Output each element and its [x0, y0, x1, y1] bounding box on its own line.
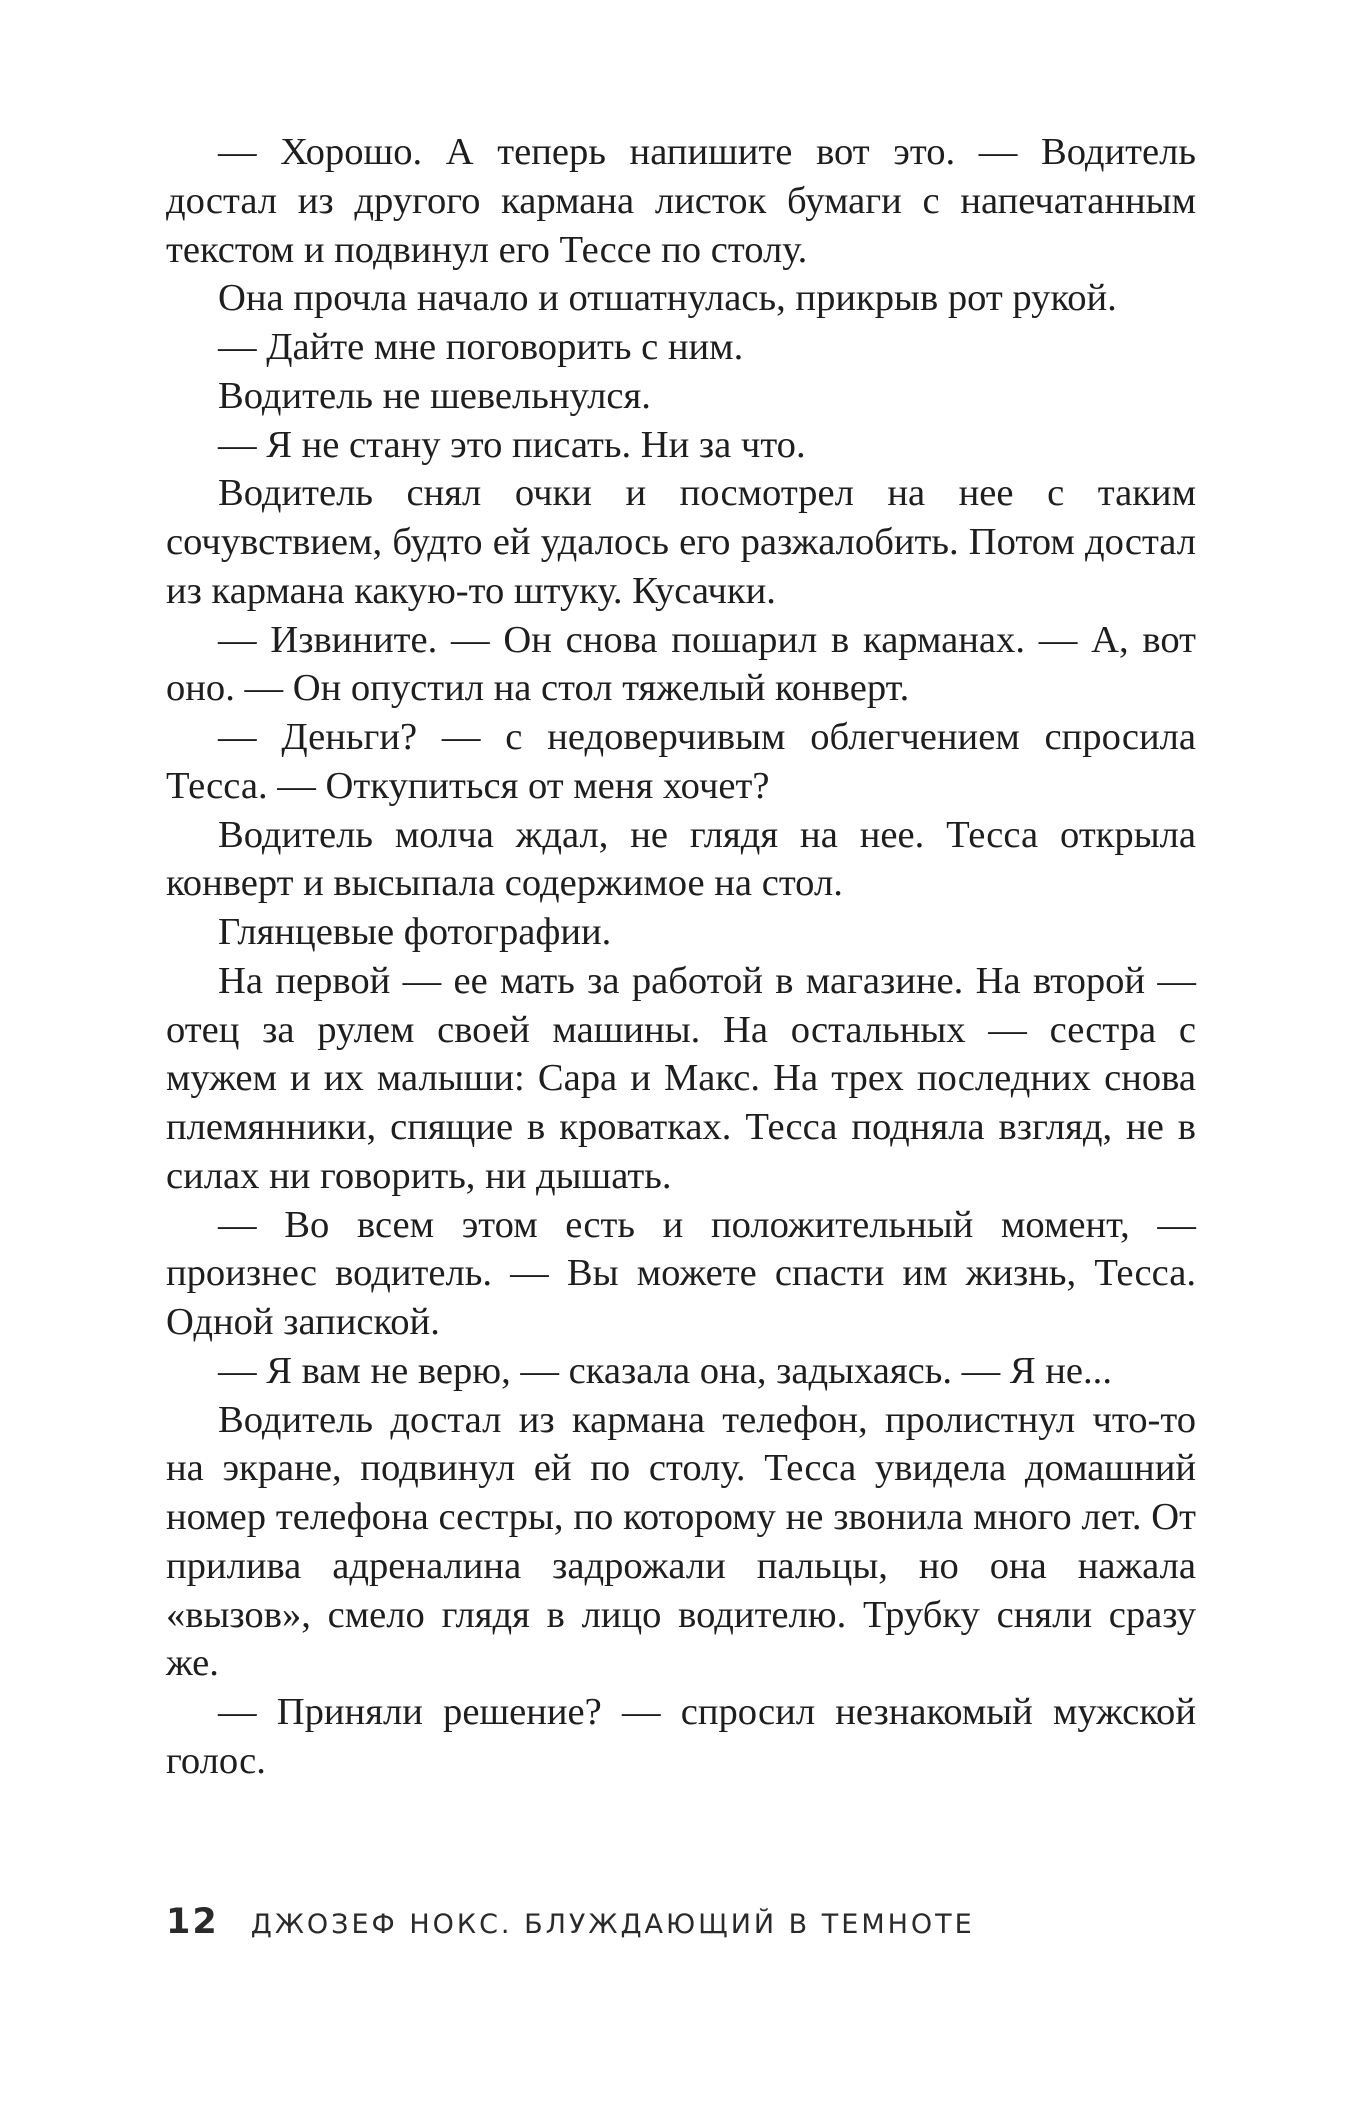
paragraph: — Я вам не верю, — сказала она, задыхаясь. — Я не... [218, 1349, 1112, 1392]
paragraph: — Приняли решение? — спросил незнакомый мужской голос. [166, 1691, 1196, 1782]
page-number: 12 [166, 1902, 219, 1942]
paragraph: — Я не стану это писать. Ни за что. [218, 423, 806, 466]
paragraph: Водитель снял очки и посмотрел на нее с таким сочувствием, будто ей удалось его разжалобить. Потом достал из кармана какую-то штуку. Кусачки. [166, 472, 1196, 612]
paragraph: Она прочла начало и отшатнулась, прикрыв рот рукой. [218, 277, 1117, 320]
paragraph: — Хорошо. А теперь напишите вот это. — Водитель достал из другого кармана листок бумаги с напечатанным текстом и подвинул его Тессе по столу. [166, 131, 1196, 271]
paragraph: — Во всем этом есть и положительный момент, — произнес водитель. — Вы можете спасти им жизнь, Тесса. Одной запиской. [166, 1203, 1196, 1343]
paragraph: — Деньги? — с недоверчивым облегчением спросила Тесса. — Откупиться от меня хочет? [166, 716, 1196, 807]
paragraph: — Дайте мне поговорить с ним. [218, 326, 744, 368]
running-title: ДЖОЗЕФ НОКС. БЛУЖДАЮЩИЙ В ТЕМНОТЕ [250, 1909, 975, 1940]
paragraph: — Извините. — Он снова пошарил в карманах. — А, вот оно. — Он опустил на стол тяжелый конверт. [166, 618, 1196, 710]
paragraph: Водитель не шевельнулся. [218, 374, 651, 417]
paragraph: На первой — ее мать за работой в магазине. На второй — отец за рулем своей машины. На остальных — сестра с мужем и их малыши: Сара и Макс. На трех последних снова племянники, спящие в кроватках. Тесса подняла взгляд, не в силах ни говорить, ни дышать. [166, 959, 1196, 1197]
body-text [166, 128, 1196, 1786]
page-footer [166, 1902, 975, 1942]
paragraph: Водитель молча ждал, не глядя на нее. Тесса открыла конверт и высыпала содержимое на стол. [166, 813, 1196, 905]
paragraph: Водитель достал из кармана телефон, пролистнул что-то на экране, подвинул ей по столу. Тесса увидела домашний номер телефона сестры, по которому не звонила много лет. От прилива адреналина задрожали пальцы, но она нажала «вызов», смело глядя в лицо водителю. Трубку сняли сразу же. [166, 1398, 1196, 1685]
paragraph: Глянцевые фотографии. [218, 911, 612, 953]
